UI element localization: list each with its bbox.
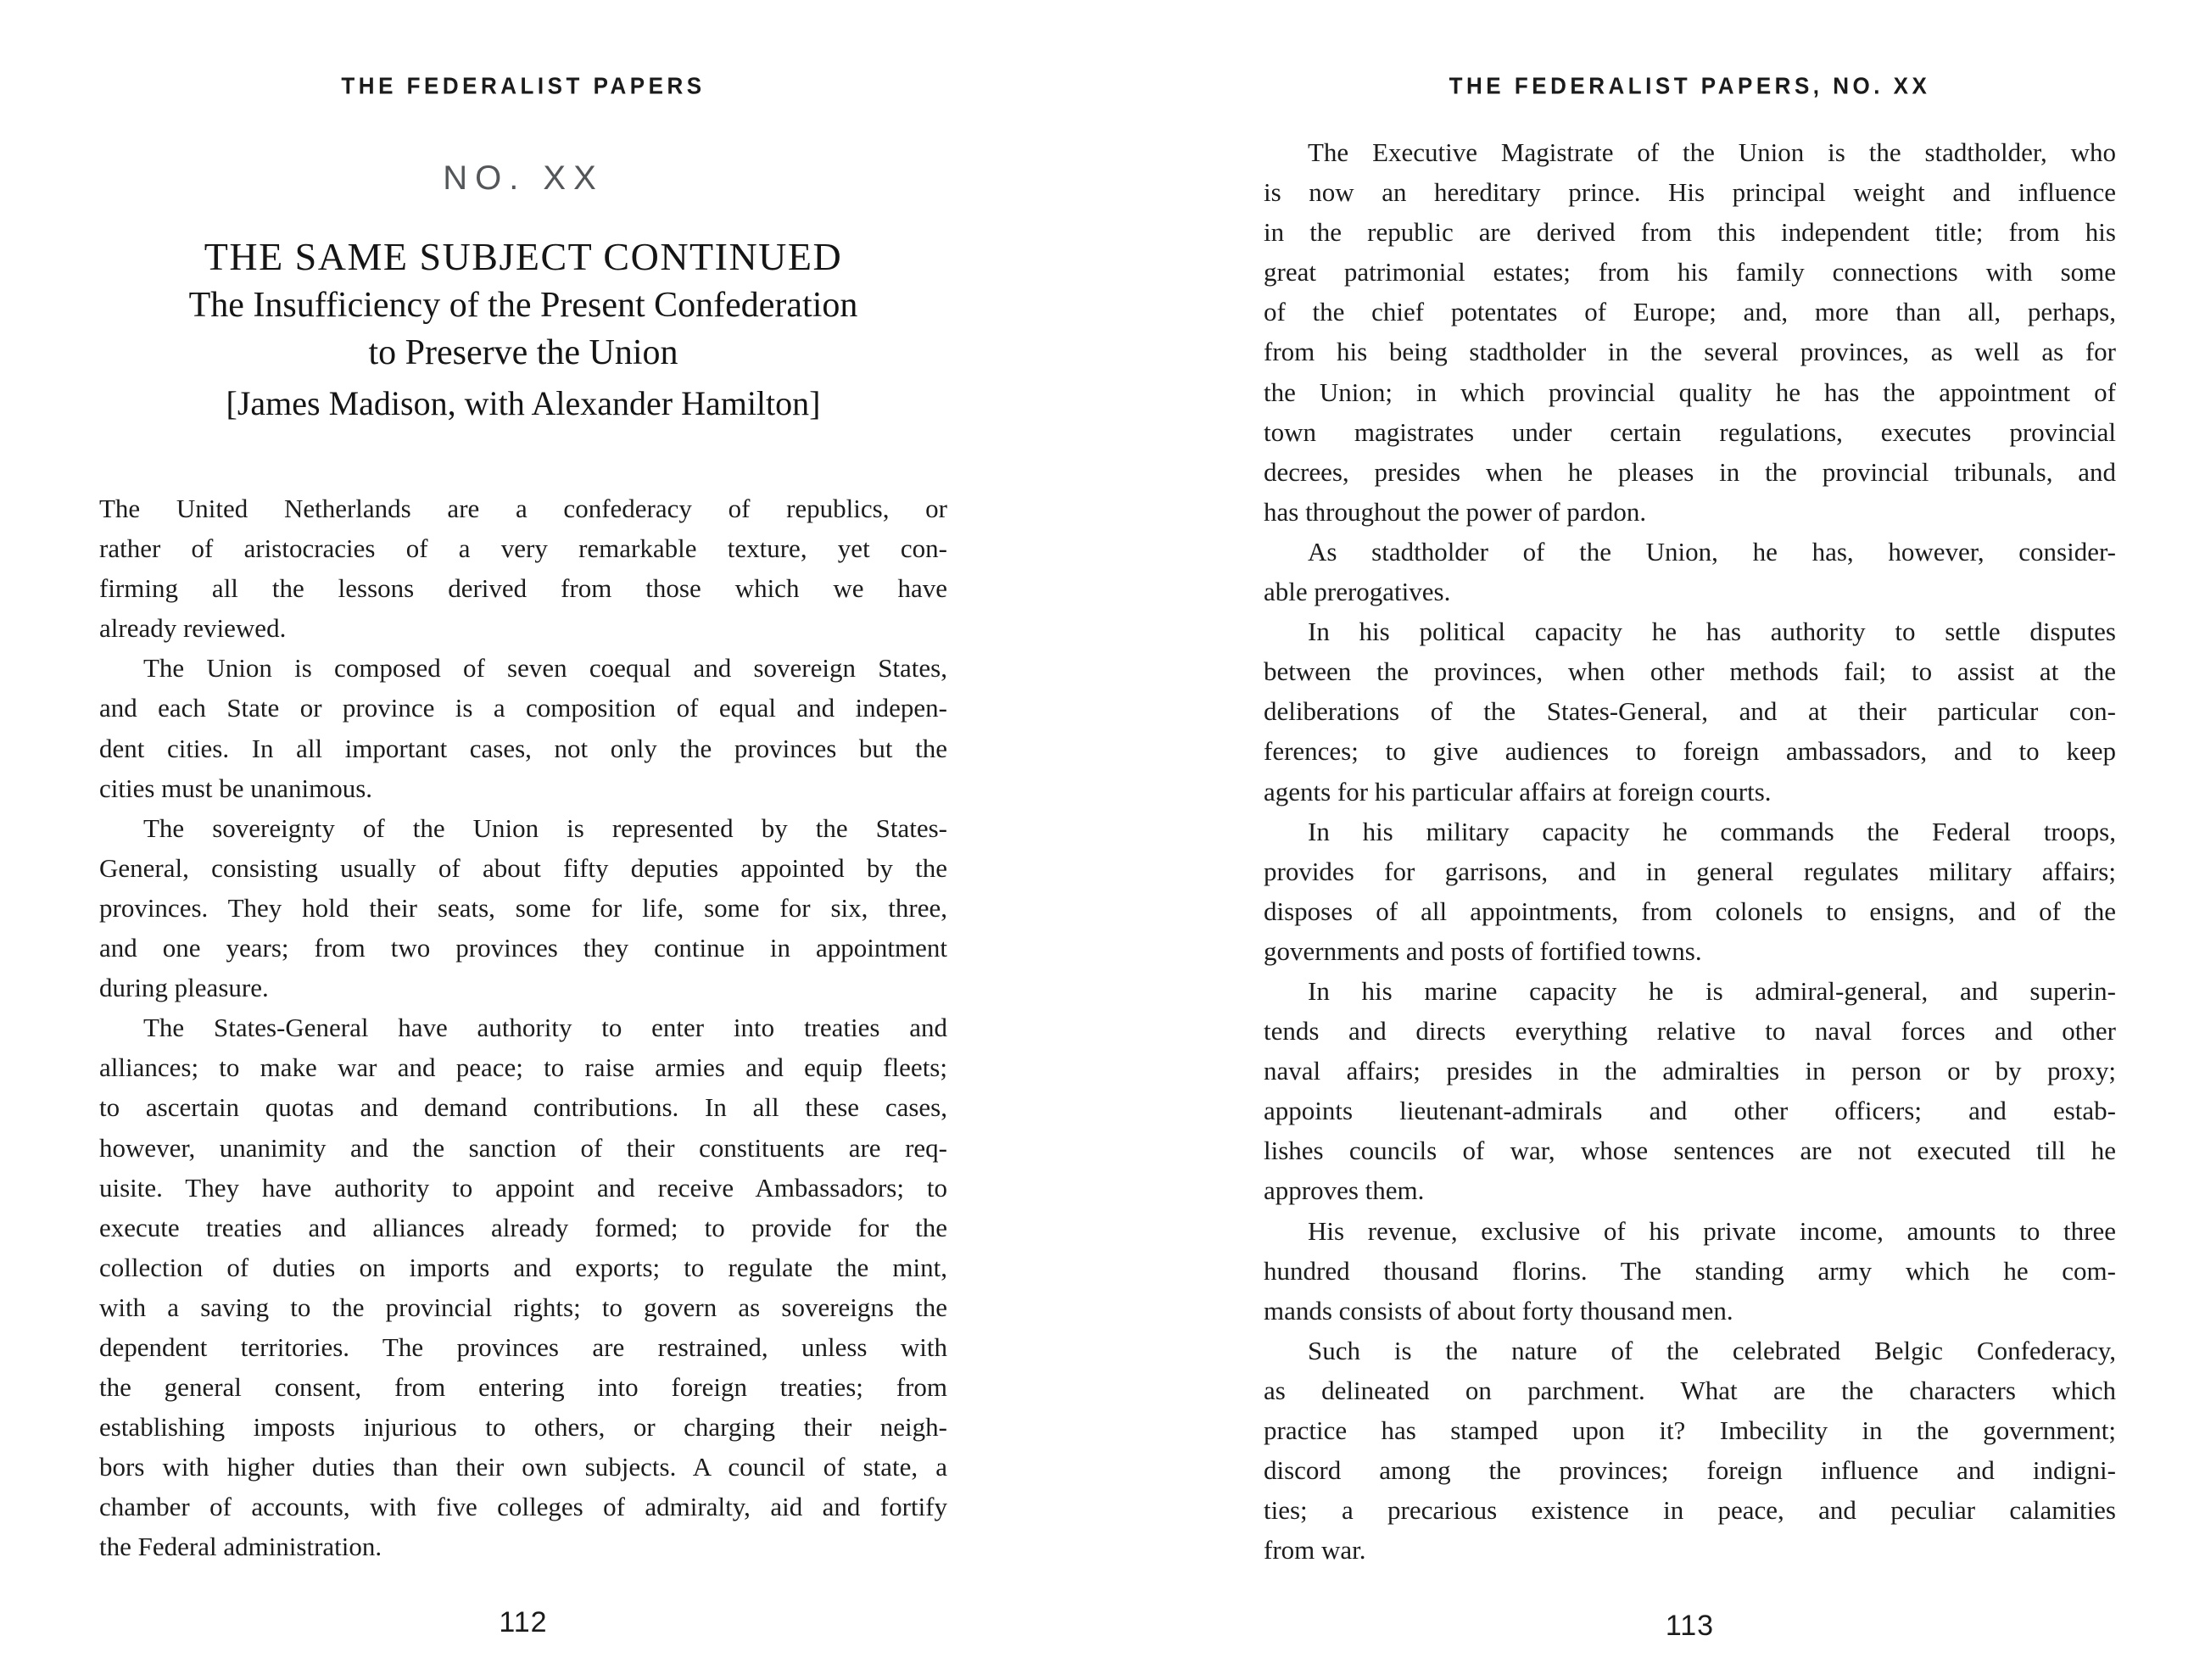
text-line: uisite. They have authority to appoint and receive Ambassadors; to bbox=[99, 1172, 947, 1203]
essay-subtitle-line-2: to Preserve the Union bbox=[368, 333, 678, 372]
text-line: execute treaties and alliances already formed; to provide for the bbox=[99, 1212, 947, 1242]
text-line: from war. bbox=[1264, 1535, 1366, 1566]
text-line: able prerogatives. bbox=[1264, 577, 1451, 607]
text-line: bors with higher duties than their own subjects. A council of state, a bbox=[99, 1452, 947, 1482]
text-line: In his military capacity he commands the Federal troops, bbox=[1308, 816, 2116, 846]
text-line: provinces. They hold their seats, some for life, some for six, three, bbox=[99, 892, 947, 923]
running-head-right: THE FEDERALIST PAPERS, NO. XX bbox=[1449, 71, 1931, 100]
text-line: already reviewed. bbox=[99, 613, 287, 644]
text-line: appoints lieutenant-admirals and other officers; and estab- bbox=[1264, 1096, 2116, 1126]
text-line: of the chief potentates of Europe; and, more than all, perhaps, bbox=[1264, 297, 2116, 327]
chapter-number: NO. XX bbox=[443, 159, 604, 197]
text-line: has throughout the power of pardon. bbox=[1264, 496, 1647, 527]
body-text-right bbox=[1264, 132, 2116, 1570]
paragraph bbox=[99, 808, 947, 1007]
text-line: lishes councils of war, whose sentences are not executed till he bbox=[1264, 1136, 2116, 1166]
text-line: His revenue, exclusive of his private income, amounts to three bbox=[1308, 1215, 2116, 1246]
text-line: The States-General have authority to enter into treaties and bbox=[143, 1013, 947, 1043]
text-line: Such is the nature of the celebrated Belgic Confederacy, bbox=[1308, 1335, 2116, 1365]
text-line: deliberations of the States-General, and at their particular con- bbox=[1264, 696, 2116, 727]
text-line: ferences; to give audiences to foreign ambassadors, and to keep bbox=[1264, 736, 2116, 767]
body-text-left bbox=[99, 488, 947, 1567]
page-right bbox=[1264, 0, 2116, 1680]
text-line: disposes of all appointments, from colonels to ensigns, and of the bbox=[1264, 896, 2116, 926]
text-line: town magistrates under certain regulations, executes provincial bbox=[1264, 416, 2116, 447]
paragraph bbox=[1264, 971, 2116, 1211]
byline: [James Madison, with Alexander Hamilton] bbox=[226, 384, 821, 422]
text-line: the Union; in which provincial quality he has the appointment of bbox=[1264, 377, 2116, 407]
paragraph bbox=[1264, 812, 2116, 971]
text-line: between the provinces, when other methods fail; to assist at the bbox=[1264, 656, 2116, 687]
text-line: dent cities. In all important cases, not only the provinces but the bbox=[99, 733, 947, 763]
text-line: dependent territories. The provinces are restrained, unless with bbox=[99, 1331, 947, 1362]
text-line: approves them. bbox=[1264, 1175, 1425, 1206]
paragraph bbox=[1264, 532, 2116, 611]
text-line: collection of duties on imports and exports; to regulate the mint, bbox=[99, 1252, 947, 1282]
text-line: The Union is composed of seven coequal and sovereign States, bbox=[143, 653, 947, 684]
text-line: In his political capacity he has authority to settle disputes bbox=[1308, 617, 2116, 647]
paragraph bbox=[1264, 1331, 2116, 1571]
text-line: with a saving to the provincial rights; to govern as sovereigns the bbox=[99, 1292, 947, 1322]
text-line: discord among the provinces; foreign influence and indigni- bbox=[1264, 1455, 2116, 1486]
text-line: The Executive Magistrate of the Union is the stadtholder, who bbox=[1308, 137, 2116, 167]
text-line: the Federal administration. bbox=[99, 1532, 382, 1562]
text-line: tends and directs everything relative to naval forces and other bbox=[1264, 1016, 2116, 1047]
text-line: General, consisting usually of about fifty deputies appointed by the bbox=[99, 852, 947, 883]
text-line: and each State or province is a composition of equal and indepen- bbox=[99, 693, 947, 723]
text-line: great patrimonial estates; from his family connections with some bbox=[1264, 257, 2116, 287]
paragraph bbox=[1264, 1211, 2116, 1331]
text-line: chamber of accounts, with five colleges of admiralty, aid and fortify bbox=[99, 1492, 947, 1522]
paragraph bbox=[99, 648, 947, 807]
text-line: establishing imposts injurious to others, or charging their neigh- bbox=[99, 1412, 947, 1443]
running-head-left: THE FEDERALIST PAPERS bbox=[341, 71, 706, 100]
text-line: as delineated on parchment. What are the characters which bbox=[1264, 1375, 2116, 1405]
page-left bbox=[99, 0, 947, 1680]
text-line: in the republic are derived from this independent title; from his bbox=[1264, 217, 2116, 248]
paragraph bbox=[99, 1007, 947, 1566]
text-line: alliances; to make war and peace; to raise armies and equip fleets; bbox=[99, 1052, 947, 1083]
text-line: during pleasure. bbox=[99, 973, 269, 1003]
text-line: to ascertain quotas and demand contributions. In all these cases, bbox=[99, 1092, 947, 1123]
page-number-right: 113 bbox=[1665, 1610, 1715, 1642]
text-line: the general consent, from entering into foreign treaties; from bbox=[99, 1372, 947, 1403]
essay-title: THE SAME SUBJECT CONTINUED bbox=[204, 235, 843, 278]
paragraph bbox=[99, 488, 947, 648]
text-line: practice has stamped upon it? Imbecility in the government; bbox=[1264, 1415, 2116, 1445]
text-line: In his marine capacity he is admiral-general, and superin- bbox=[1308, 975, 2116, 1006]
text-line: The sovereignty of the Union is represented by the States- bbox=[143, 812, 947, 843]
text-line: provides for garrisons, and in general regulates military affairs; bbox=[1264, 856, 2116, 886]
text-line: ties; a precarious existence in peace, and peculiar calamities bbox=[1264, 1495, 2116, 1526]
paragraph bbox=[1264, 611, 2116, 811]
text-line: agents for his particular affairs at foreign courts. bbox=[1264, 776, 1772, 807]
essay-subtitle-line-1: The Insufficiency of the Present Confederation bbox=[188, 286, 858, 325]
text-line: naval affairs; presides in the admiralties in person or by proxy; bbox=[1264, 1056, 2116, 1086]
text-line: and one years; from two provinces they continue in appointment bbox=[99, 933, 947, 963]
text-line: decrees, presides when he pleases in the provincial tribunals, and bbox=[1264, 456, 2116, 487]
text-line: As stadtholder of the Union, he has, however, consider- bbox=[1308, 536, 2116, 567]
page-number-left: 112 bbox=[499, 1606, 548, 1638]
text-line: The United Netherlands are a confederacy of republics, or bbox=[99, 494, 947, 523]
text-line: is now an hereditary prince. His principal weight and influence bbox=[1264, 177, 2116, 208]
text-line: rather of aristocracies of a very remarkable texture, yet con- bbox=[99, 533, 947, 564]
text-line: however, unanimity and the sanction of their constituents are req- bbox=[99, 1132, 947, 1163]
text-line: governments and posts of fortified towns. bbox=[1264, 935, 1702, 966]
text-line: from his being stadtholder in the several provinces, as well as for bbox=[1264, 337, 2116, 367]
text-line: hundred thousand florins. The standing army which he com- bbox=[1264, 1255, 2116, 1286]
text-line: firming all the lessons derived from those which we have bbox=[99, 573, 947, 604]
text-line: cities must be unanimous. bbox=[99, 773, 373, 803]
paragraph bbox=[1264, 132, 2116, 532]
text-line: mands consists of about forty thousand men. bbox=[1264, 1295, 1733, 1326]
